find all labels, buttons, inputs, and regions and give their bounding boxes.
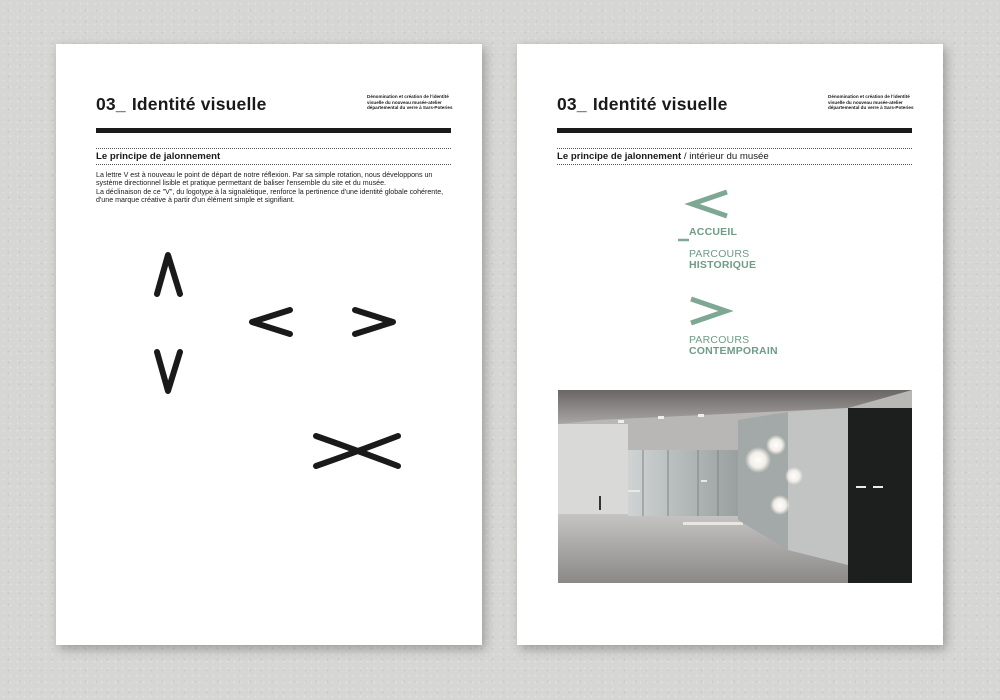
cross-icon: [312, 430, 404, 472]
left-page: [56, 44, 482, 645]
museum-interior-image: [558, 390, 912, 583]
header-note: Dénomination et création de l'identité visuelle du nouveau musée-atelier départemental du verre à Sars-Poteries: [367, 94, 453, 111]
dotted-divider-top: [96, 148, 451, 149]
sign-parcours-label: PARCOURS: [689, 334, 750, 346]
subsection-title-bold: Le principe de jalonnement: [557, 151, 682, 162]
body-text: [96, 171, 452, 205]
sign-accueil-label: ACCUEIL: [689, 226, 738, 238]
section-title-text: Identité visuelle: [592, 94, 728, 114]
page-title: [96, 94, 267, 115]
section-number: 03_: [557, 94, 587, 114]
body-paragraph-2: La déclinaison de ce "V", du logotype à la signalétique, renforce la pertinence d'une identité globale cohérente, d'une marque créative à partir d'un élément simple et signifiant.: [96, 187, 444, 205]
right-arrow-icon: [351, 302, 401, 342]
left-arrow-icon: [246, 302, 296, 342]
header-rule: [557, 128, 912, 133]
header-rule: [96, 128, 451, 133]
up-arrow-icon: [152, 249, 192, 299]
sign-contemporain-label: CONTEMPORAIN: [689, 345, 778, 357]
dotted-divider-bottom: [96, 164, 451, 165]
subsection-title: [557, 151, 769, 162]
sign-accueil: [689, 227, 737, 238]
down-arrow-icon: [152, 347, 192, 397]
interior-museum-photo: [558, 390, 912, 583]
body-paragraph-1: La lettre V est à nouveau le point de départ de notre réflexion. Par sa simple rotation, nous développons un système directionnel lisible et pratique permettant de baliser l'ensemble du site et du musée.: [96, 171, 433, 188]
sign-parcours-historique: [689, 249, 756, 271]
sign-historique-label: HISTORIQUE: [689, 259, 757, 271]
subsection-subtitle: / intérieur du musée: [681, 151, 769, 162]
header-note: Dénomination et création de l'identité visuelle du nouveau musée-atelier départemental du verre à Sars-Poteries: [828, 94, 914, 111]
page-title: [557, 94, 728, 115]
left-chevron-sign-icon: [687, 189, 731, 221]
dotted-divider-top: [557, 148, 912, 149]
right-page: [517, 44, 943, 645]
sign-parcours-contemporain: [689, 335, 778, 357]
section-title-text: Identité visuelle: [131, 94, 267, 114]
section-number: 03_: [96, 94, 126, 114]
sign-parcours-label: PARCOURS: [689, 248, 750, 260]
right-chevron-sign-icon: [687, 296, 731, 328]
dotted-divider-bottom: [557, 164, 912, 165]
subsection-title: Le principe de jalonnement: [96, 151, 221, 162]
